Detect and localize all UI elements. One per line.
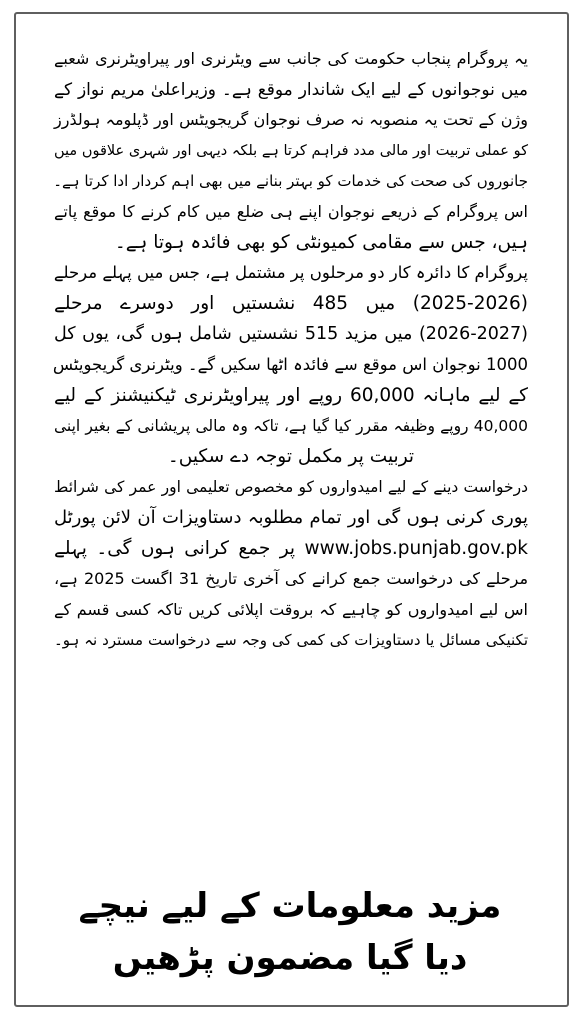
article-line: کو عملی تربیت اور مالی مدد فراہم کرتا ہے بلکہ دیہی اور شہری علاقوں میں xyxy=(54,142,528,159)
article-line: وژن کے تحت یہ منصوبہ نہ صرف نوجوان گریجویٹس اور ڈپلومہ ہولڈرز xyxy=(54,110,528,130)
article-line: اس پروگرام کے ذریعے نوجوان اپنے ہی ضلع میں کام کرنے کا موقع پاتے xyxy=(54,201,528,221)
read-more-headline xyxy=(40,880,540,984)
article-line: تربیت پر مکمل توجہ دے سکیں۔ xyxy=(167,445,415,467)
article-line: ہیں، جس سے مقامی کمیونٹی کو بھی فائدہ ہوتا ہے۔ xyxy=(114,231,528,253)
article-line: پوری کرنی ہوں گی اور تمام مطلوبہ دستاویزات آن لائن پورٹل xyxy=(54,506,528,528)
article-body xyxy=(54,44,528,656)
article-line: تکنیکی مسائل یا دستاویزات کی کمی کی وجہ سے درخواست مسترد نہ ہو۔ xyxy=(54,631,528,650)
article-line: جانوروں کی صحت کی خدمات کو بہتر بنانے میں بھی اہم کردار ادا کرتا ہے۔ xyxy=(53,172,528,191)
article-line: مرحلے کی درخواست جمع کرانے کی آخری تاریخ 31 اگست 2025 ہے، xyxy=(54,569,529,589)
article-line: میں نوجوانوں کے لیے ایک شاندار موقع ہے۔ وزیراعلیٰ مریم نواز کے xyxy=(54,79,528,100)
headline-line-2: دیا گیا مضمون پڑھیں xyxy=(112,938,468,978)
article-line: درخواست دینے کے لیے امیدواروں کو مخصوص تعلیمی اور عمر کی شرائط xyxy=(54,478,528,497)
article-url-line[interactable]: www.jobs.punjab.gov.pk پر جمع کرانی ہوں گی۔ پہلے xyxy=(54,537,528,559)
article-line: یہ پروگرام پنجاب حکومت کی جانب سے ویٹرنری اور پیراویٹرنری شعبے xyxy=(54,49,528,68)
article-line: 1000 نوجوان اس موقع سے فائدہ اٹھا سکیں گے۔ ویٹرنری گریجویٹس xyxy=(52,354,528,374)
article-line: پروگرام کا دائرہ کار دو مرحلوں پر مشتمل ہے، جس میں پہلے مرحلے xyxy=(53,263,528,283)
article-line: 40,000 روپے وظیفہ مقرر کیا گیا ہے، تاکہ وہ مالی پریشانی کے بغیر اپنی xyxy=(54,417,528,436)
article-line: اس لیے امیدواروں کو چاہیے کہ بروقت اپلائی کریں تاکہ کسی قسم کے xyxy=(54,599,528,619)
headline-line-1: مزید معلومات کے لیے نیچے xyxy=(78,886,502,926)
article-line: (2025-2026) میں 485 نشستیں اور دوسرے مرحلے xyxy=(54,292,528,314)
article-line: کے لیے ماہانہ 60,000 روپے اور پیراویٹرنری ٹیکنیشنز کے لیے xyxy=(54,384,528,406)
article-line: (2026-2027) میں مزید 515 نشستیں شامل ہوں گی، یوں کل xyxy=(54,324,528,345)
